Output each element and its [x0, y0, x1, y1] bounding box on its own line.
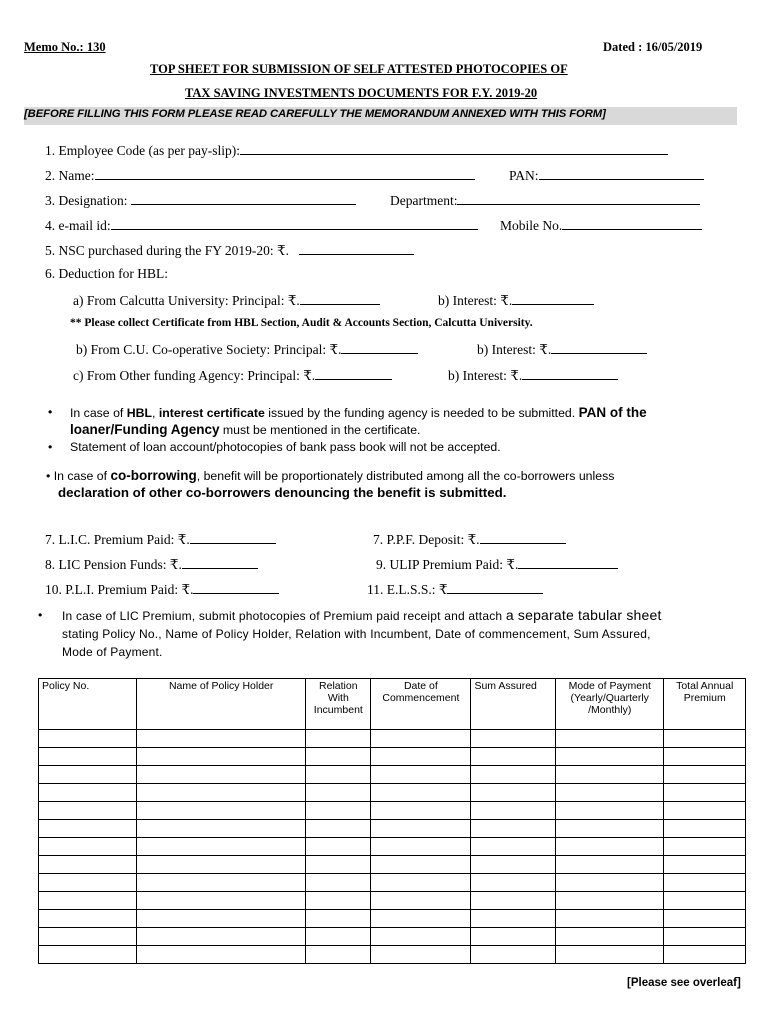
table-cell[interactable]	[39, 928, 137, 946]
table-cell[interactable]	[556, 784, 664, 802]
col-total-premium: Total Annual Premium	[664, 679, 746, 730]
field-pan: PAN:	[509, 166, 704, 184]
table-cell[interactable]	[471, 784, 556, 802]
lic-note-bullet: •	[38, 608, 43, 622]
field-pli-premium: 10. P.L.I. Premium Paid: ₹.	[45, 580, 279, 598]
table-cell[interactable]	[137, 838, 306, 856]
field-lic-premium: 7. L.I.C. Premium Paid: ₹.	[45, 530, 276, 548]
table-cell[interactable]	[137, 730, 306, 748]
table-row	[39, 874, 746, 892]
table-cell[interactable]	[471, 910, 556, 928]
bullet-co-borrowing-cont: declaration of other co-borrowers denouncing the benefit is submitted.	[58, 485, 507, 500]
col-date-commencement: Date of Commencement	[371, 679, 471, 730]
table-cell[interactable]	[664, 802, 746, 820]
table-cell[interactable]	[306, 784, 371, 802]
table-cell[interactable]	[664, 820, 746, 838]
table-cell[interactable]	[306, 820, 371, 838]
field-ppf-deposit: 7. P.P.F. Deposit: ₹.	[373, 530, 566, 548]
table-row	[39, 946, 746, 964]
table-cell[interactable]	[556, 838, 664, 856]
table-header-row	[39, 679, 746, 730]
table-cell[interactable]	[39, 874, 137, 892]
table-cell[interactable]	[556, 874, 664, 892]
table-row	[39, 838, 746, 856]
table-cell[interactable]	[664, 946, 746, 964]
table-cell[interactable]	[471, 730, 556, 748]
table-cell[interactable]	[471, 874, 556, 892]
footer-overleaf: [Please see overleaf]	[627, 977, 741, 989]
table-row	[39, 748, 746, 766]
table-cell[interactable]	[556, 820, 664, 838]
bullet-hbl-certificate: • In case of HBL, interest certificate issued by the funding agency is needed to be submitted. PAN of the	[70, 405, 647, 420]
col-relation: Relation With Incumbent	[306, 679, 371, 730]
col-policy-no: Policy No.	[39, 679, 137, 730]
table-cell[interactable]	[471, 766, 556, 784]
table-cell[interactable]	[664, 838, 746, 856]
table-cell[interactable]	[371, 766, 471, 784]
table-cell[interactable]	[664, 892, 746, 910]
table-row	[39, 784, 746, 802]
table-cell[interactable]	[306, 748, 371, 766]
table-cell[interactable]	[556, 928, 664, 946]
table-cell[interactable]	[39, 946, 137, 964]
field-mobile: Mobile No.	[500, 216, 702, 234]
field-other-interest: b) Interest: ₹.	[448, 366, 618, 384]
table-cell[interactable]	[306, 802, 371, 820]
table-cell[interactable]	[371, 838, 471, 856]
col-mode-payment: Mode of Payment (Yearly/Quarterly /Monthly)	[556, 679, 664, 730]
table-cell[interactable]	[371, 730, 471, 748]
table-cell[interactable]	[39, 838, 137, 856]
table-body	[39, 730, 746, 964]
table-cell[interactable]	[371, 910, 471, 928]
table-cell[interactable]	[39, 856, 137, 874]
field-coop-interest: b) Interest: ₹.	[477, 340, 647, 358]
table-cell[interactable]	[556, 892, 664, 910]
table-cell[interactable]	[137, 784, 306, 802]
table-cell[interactable]	[137, 874, 306, 892]
table-cell[interactable]	[556, 856, 664, 874]
bullet-hbl-certificate-cont: loaner/Funding Agency must be mentioned in the certificate.	[70, 422, 421, 437]
table-cell[interactable]	[471, 838, 556, 856]
col-sum-assured: Sum Assured	[471, 679, 556, 730]
table-cell[interactable]	[556, 946, 664, 964]
lic-note-line-3: Mode of Payment.	[62, 645, 163, 659]
table-cell[interactable]	[371, 892, 471, 910]
table-row	[39, 802, 746, 820]
table-cell[interactable]	[39, 802, 137, 820]
table-row	[39, 766, 746, 784]
field-employee-code: 1. Employee Code (as per pay-slip):	[45, 141, 668, 159]
table-cell[interactable]	[137, 766, 306, 784]
table-cell[interactable]	[306, 928, 371, 946]
table-cell[interactable]	[556, 748, 664, 766]
banner-text: [BEFORE FILLING THIS FORM PLEASE READ CAREFULLY THE MEMORANDUM ANNEXED WITH THIS FORM]	[24, 108, 606, 120]
table-cell[interactable]	[306, 910, 371, 928]
table-cell[interactable]	[371, 820, 471, 838]
table-cell[interactable]	[371, 802, 471, 820]
title-line-2: TAX SAVING INVESTMENTS DOCUMENTS FOR F.Y. 2019-20	[185, 86, 538, 100]
table-cell[interactable]	[39, 784, 137, 802]
table-cell[interactable]	[39, 748, 137, 766]
memo-number: Memo No.: 130	[24, 40, 106, 54]
table-cell[interactable]	[371, 856, 471, 874]
field-cu-interest: b) Interest: ₹.	[438, 291, 594, 309]
col-holder-name: Name of Policy Holder	[137, 679, 306, 730]
table-cell[interactable]	[306, 730, 371, 748]
table-cell[interactable]	[306, 766, 371, 784]
table-cell[interactable]	[471, 802, 556, 820]
table-cell[interactable]	[371, 748, 471, 766]
table-cell[interactable]	[371, 784, 471, 802]
field-ulip-premium: 9. ULIP Premium Paid: ₹.	[376, 555, 618, 573]
lic-note-line-2: stating Policy No., Name of Policy Holder, Relation with Incumbent, Date of commencement, Sum Assured,	[62, 627, 651, 641]
field-designation: 3. Designation:	[45, 191, 356, 209]
field-email: 4. e-mail id:	[45, 216, 478, 234]
field-nsc: 5. NSC purchased during the FY 2019-20: ₹.	[45, 241, 414, 259]
table-cell[interactable]	[664, 910, 746, 928]
table-cell[interactable]	[306, 838, 371, 856]
table-cell[interactable]	[664, 730, 746, 748]
table-cell[interactable]	[664, 928, 746, 946]
table-row	[39, 856, 746, 874]
table-cell[interactable]	[556, 802, 664, 820]
table-row	[39, 730, 746, 748]
table-cell[interactable]	[471, 820, 556, 838]
table-cell[interactable]	[471, 748, 556, 766]
table-cell[interactable]	[306, 856, 371, 874]
table-cell[interactable]	[471, 856, 556, 874]
table-row	[39, 892, 746, 910]
memo-date: Dated : 16/05/2019	[603, 40, 703, 54]
title-line-1: TOP SHEET FOR SUBMISSION OF SELF ATTESTED PHOTOCOPIES OF	[150, 62, 568, 76]
table-cell[interactable]	[556, 766, 664, 784]
field-other-principal: c) From Other funding Agency: Principal: ₹.	[73, 366, 392, 384]
table-cell[interactable]	[137, 892, 306, 910]
table-cell[interactable]	[664, 766, 746, 784]
field-coop-principal: b) From C.U. Co-operative Society: Principal: ₹.	[76, 340, 418, 358]
table-cell[interactable]	[306, 946, 371, 964]
table-row	[39, 910, 746, 928]
table-cell[interactable]	[306, 874, 371, 892]
table-cell[interactable]	[137, 802, 306, 820]
table-cell[interactable]	[664, 856, 746, 874]
table-cell[interactable]	[471, 946, 556, 964]
field-lic-pension: 8. LIC Pension Funds: ₹.	[45, 555, 258, 573]
table-cell[interactable]	[371, 874, 471, 892]
table-cell[interactable]	[39, 820, 137, 838]
table-cell[interactable]	[556, 910, 664, 928]
table-row	[39, 820, 746, 838]
table-cell[interactable]	[137, 856, 306, 874]
table-cell[interactable]	[664, 784, 746, 802]
table-cell[interactable]	[371, 946, 471, 964]
bullet-co-borrowing: • In case of co-borrowing, benefit will be proportionately distributed among all the co-borrowers unless	[46, 468, 615, 483]
lic-note-line-1: In case of LIC Premium, submit photocopies of Premium paid receipt and attach a separate tabular sheet	[62, 607, 662, 623]
table-cell[interactable]	[137, 946, 306, 964]
table-cell[interactable]	[137, 748, 306, 766]
table-cell[interactable]	[39, 766, 137, 784]
table-cell[interactable]	[664, 874, 746, 892]
table-cell[interactable]	[137, 928, 306, 946]
table-row	[39, 928, 746, 946]
table-cell[interactable]	[39, 892, 137, 910]
hbl-certificate-note: ** Please collect Certificate from HBL Section, Audit & Accounts Section, Calcutta University.	[70, 317, 533, 329]
table-cell[interactable]	[39, 730, 137, 748]
bullet-loan-statement: • Statement of loan account/photocopies of bank pass book will not be accepted.	[70, 440, 501, 454]
field-department: Department:	[390, 191, 700, 209]
field-name: 2. Name:	[45, 166, 475, 184]
field-cu-principal: a) From Calcutta University: Principal: ₹.	[73, 291, 380, 309]
table-cell[interactable]	[556, 730, 664, 748]
table-cell[interactable]	[137, 910, 306, 928]
field-hbl-deduction: 6. Deduction for HBL:	[45, 266, 168, 281]
table-cell[interactable]	[471, 892, 556, 910]
table-cell[interactable]	[664, 748, 746, 766]
table-cell[interactable]	[471, 928, 556, 946]
lic-policy-table	[38, 678, 746, 964]
table-cell[interactable]	[306, 892, 371, 910]
table-cell[interactable]	[39, 910, 137, 928]
table-cell[interactable]	[137, 820, 306, 838]
table-cell[interactable]	[371, 928, 471, 946]
field-elss: 11. E.L.S.S.: ₹	[367, 580, 543, 598]
